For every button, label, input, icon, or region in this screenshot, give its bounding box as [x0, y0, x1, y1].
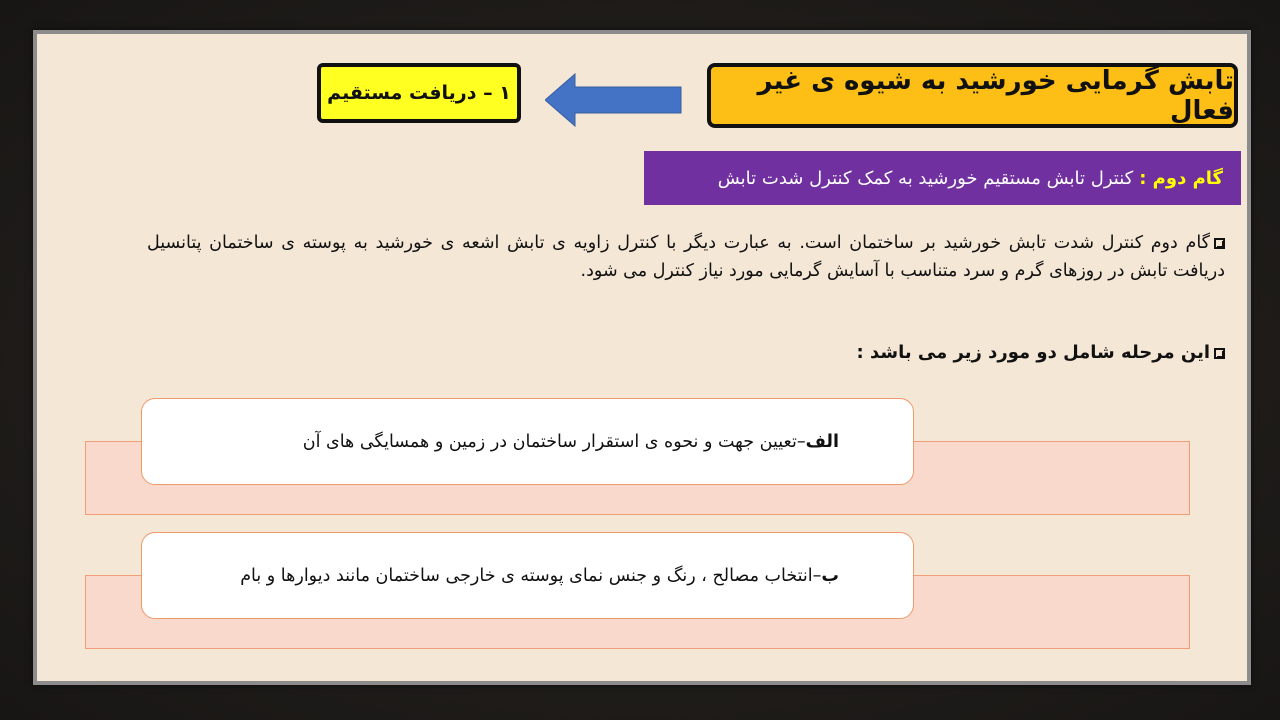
item-label: ب	[821, 565, 839, 586]
slide-title	[707, 63, 1238, 128]
left-arrow-icon	[545, 72, 683, 128]
step-text: کنترل تابش مستقیم خورشید به کمک کنترل شدت تابش	[717, 167, 1134, 189]
bullet-paragraph	[147, 229, 1225, 285]
checkbox-bullet-icon	[1214, 238, 1225, 249]
list-item	[141, 532, 914, 619]
step-label: گام دوم :	[1139, 167, 1223, 189]
item-text: انتخاب مصالح ، رنگ و جنس نمای پوسته ی خارجی ساختمان مانند دیوارها و بام	[240, 565, 813, 586]
checkbox-bullet-icon	[1214, 348, 1225, 359]
item-separator: –	[812, 565, 822, 586]
item-label: الف	[805, 431, 839, 452]
subtitle-badge	[317, 63, 521, 123]
item-text: تعیین جهت و نحوه ی استقرار ساختمان در زمین و همسایگی های آن	[302, 431, 797, 452]
slide	[33, 30, 1251, 685]
bullet-intro-text: این مرحله شامل دو مورد زیر می باشد :	[856, 342, 1210, 363]
step-banner	[644, 151, 1241, 205]
list-item	[141, 398, 914, 485]
item-separator: –	[796, 431, 806, 452]
bullet-paragraph-text: گام دوم کنترل شدت تابش خورشید بر ساختمان است. به عبارت دیگر با کنترل زاویه ی تابش اشعه ی خورشید به پوسته ی ساختمان پتانسیل دریافت تابش در روزهای گرم و سرد متناسب با آسایش گرمایی مورد نیاز کنترل می شود.	[147, 233, 1225, 281]
subtitle-text: ۱ – دریافت مستقیم	[327, 82, 511, 104]
bullet-intro	[637, 342, 1225, 363]
slide-title-text: تابش گرمایی خورشید به شیوه ی غیر فعال	[757, 65, 1234, 126]
